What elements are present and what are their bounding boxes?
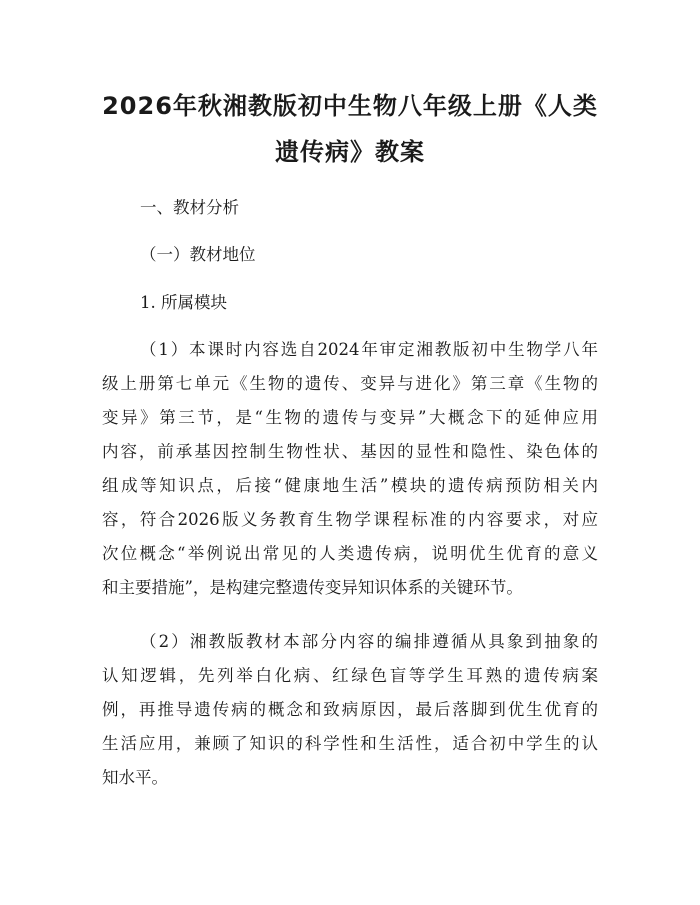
paragraph-line: 生活应用，兼顾了知识的科学性和生活性，适合初中学生的认 [102,734,598,753]
paragraph-line: （2）湘教版教材本部分内容的编排遵循从具象到抽象的 [140,632,598,651]
paragraph-line: 容，符合2026版义务教育生物学课程标准的内容要求，对应 [102,510,598,529]
document-title-line-1: 2026年秋湘教版初中生物八年级上册《人类 [102,92,598,120]
paragraph-line: 次位概念“举例说出常见的人类遗传病，说明优生优育的意义 [102,544,598,563]
document-title-line-2: 遗传病》教案 [275,138,425,166]
paragraph-line: 级上册第七单元《生物的遗传、变异与进化》第三章《生物的 [102,374,598,393]
paragraph-line: 例，再推导遗传病的概念和致病原因，最后落脚到优生优育的 [102,700,598,719]
paragraph-line: 内容，前承基因控制生物性状、基因的显性和隐性、染色体的 [102,442,598,461]
paragraph-line: 知水平。 [102,768,168,787]
paragraph-line: 和主要措施”，是构建完整遗传变异知识体系的关键环节。 [102,578,523,597]
item-heading-module: 1. 所属模块 [140,293,227,312]
paragraph-line: （1）本课时内容选自2024年审定湘教版初中生物学八年 [140,340,598,359]
paragraph-line: 认知逻辑，先列举白化病、红绿色盲等学生耳熟的遗传病案 [102,666,598,685]
section-heading-textbook-analysis: 一、教材分析 [140,198,239,217]
subsection-heading-textbook-position: （一）教材地位 [140,245,256,264]
paragraph-line: 组成等知识点，后接“健康地生活”模块的遗传病预防相关内 [102,476,598,495]
paragraph-line: 变异》第三节，是“生物的遗传与变异”大概念下的延伸应用 [102,408,598,427]
